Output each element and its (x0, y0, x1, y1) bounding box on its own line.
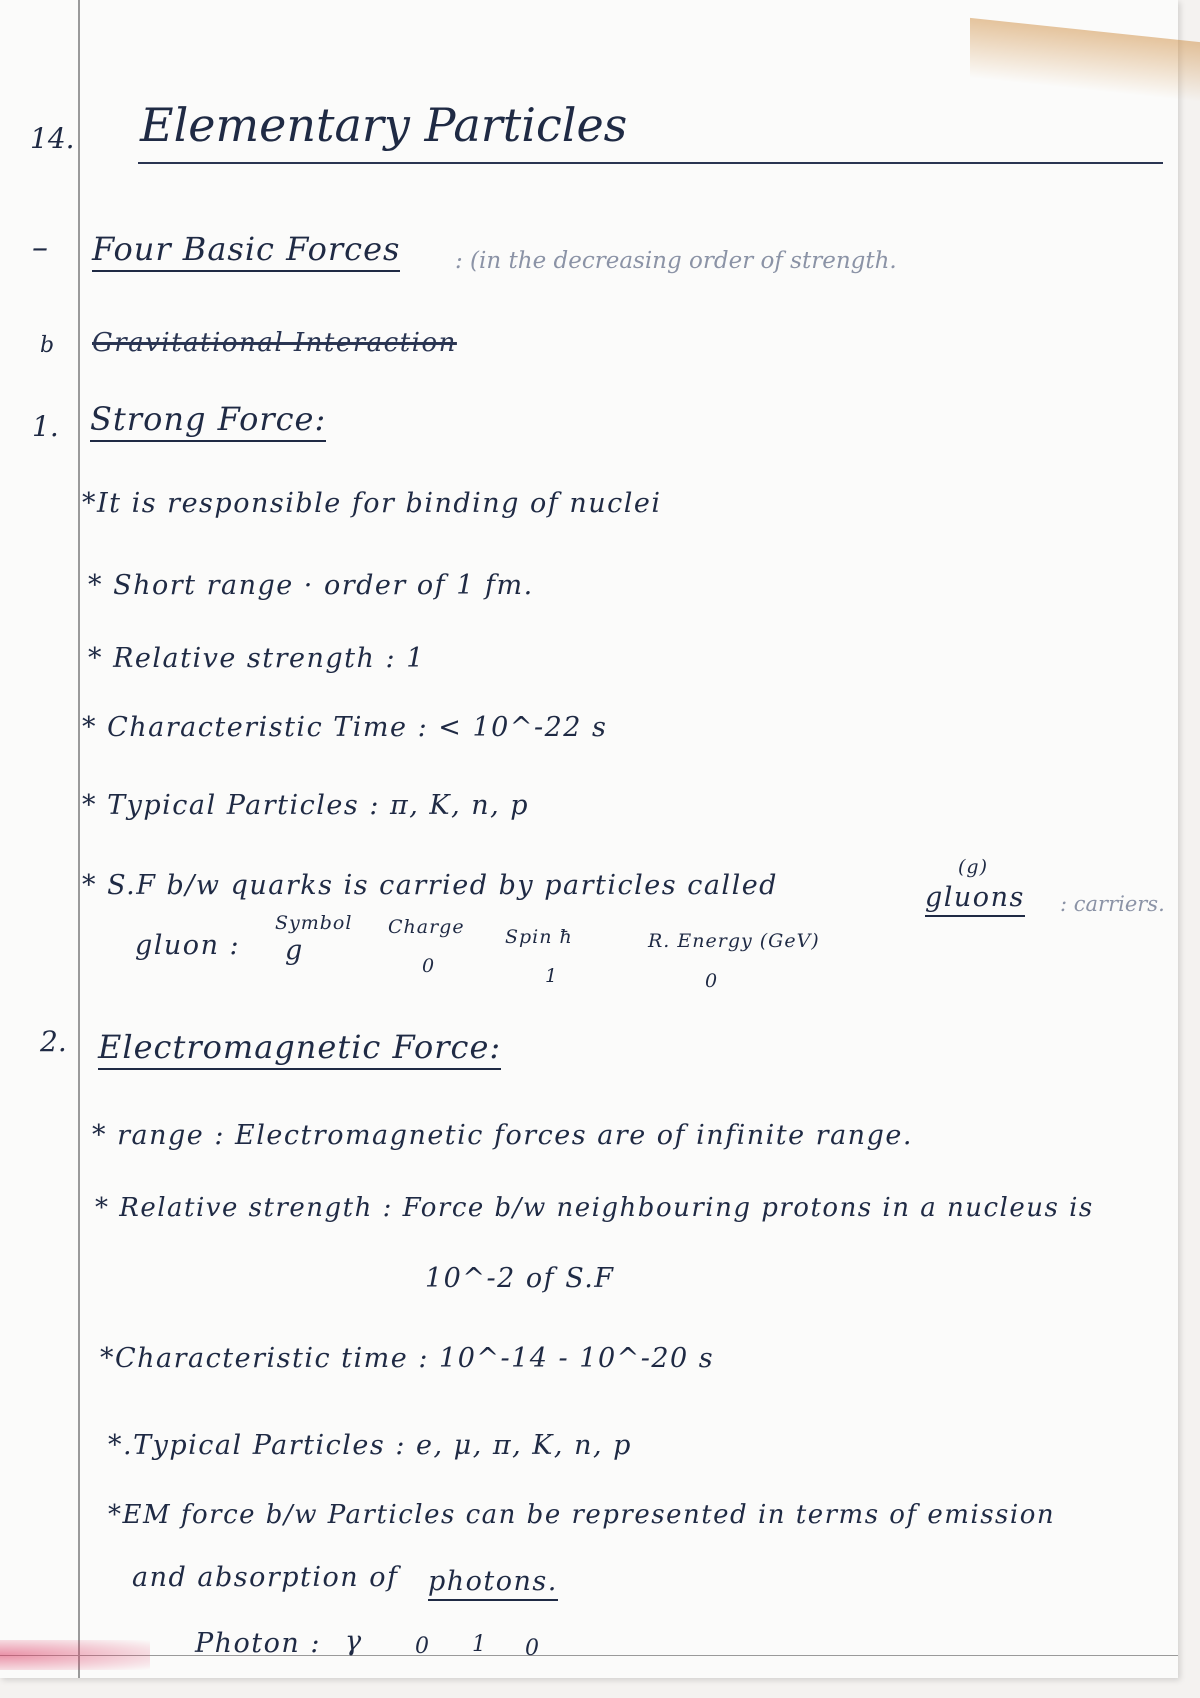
struck-text: Gravitational Interaction (92, 328, 457, 358)
strong-heading: Strong Force: (90, 400, 326, 442)
table-header-energy: R. Energy (GeV) (648, 930, 820, 952)
photon-row-label: Photon : (195, 1628, 321, 1659)
gluon-charge-value: 0 (422, 955, 436, 977)
page-title: Elementary Particles (140, 98, 628, 152)
em-line-4: *Characteristic time : 10^-14 - 10^-20 s (100, 1343, 715, 1374)
gluon-energy-value: 0 (705, 970, 719, 992)
em-line-2: * Relative strength : Force b/w neighbouring protons in a nucleus is (95, 1193, 1094, 1223)
gluons-symbol-note: (g) (958, 856, 988, 878)
em-line-6: *EM force b/w Particles can be represented in terms of emission (108, 1500, 1056, 1530)
gluon-spin-value: 1 (545, 965, 559, 987)
em-heading: Electromagnetic Force: (98, 1028, 501, 1070)
dash-marker: – (32, 228, 49, 266)
photon-symbol-value: γ (345, 1626, 363, 1657)
section-note: : (in the decreasing order of strength. (455, 248, 897, 274)
em-number: 2. (40, 1025, 67, 1058)
gluon-symbol-value: g (285, 935, 304, 966)
photons-word: photons. (428, 1566, 558, 1601)
table-header-charge: Charge (388, 916, 465, 938)
bottom-rule (0, 1655, 1178, 1656)
gluons-word: gluons (925, 882, 1025, 917)
carriers-note: : carriers. (1060, 892, 1165, 916)
strong-line-3: * Relative strength : 1 (88, 643, 425, 674)
em-line-1: * range : Electromagnetic forces are of infinite range. (92, 1120, 913, 1151)
photon-spin-value: 1 (472, 1632, 488, 1657)
photon-energy-value: 0 (525, 1636, 541, 1661)
strong-number: 1. (32, 410, 59, 443)
strong-line-2: * Short range · order of 1 fm. (88, 570, 534, 601)
title-underline (138, 162, 1163, 164)
chapter-number: 14. (30, 122, 75, 155)
strong-line-4: * Characteristic Time : < 10^-22 s (82, 712, 608, 743)
strong-line-5: * Typical Particles : π, K, n, p (82, 790, 530, 821)
strong-line-1: *It is responsible for binding of nuclei (82, 488, 662, 519)
ink-mark (0, 1640, 150, 1670)
photon-charge-value: 0 (415, 1634, 431, 1659)
table-header-symbol: Symbol (275, 912, 353, 934)
em-line-3: 10^-2 of S.F (425, 1263, 615, 1294)
bullet-b: b (40, 333, 56, 358)
table-header-spin: Spin ħ (505, 926, 573, 948)
gluon-row-label: gluon : (135, 930, 241, 961)
margin-line (78, 0, 80, 1678)
strong-line-6: * S.F b/w quarks is carried by particles called (82, 870, 778, 901)
em-line-7: and absorption of (132, 1562, 399, 1593)
section-heading: Four Basic Forces (92, 230, 400, 272)
em-line-5: *.Typical Particles : e, μ, π, K, n, p (108, 1430, 632, 1461)
